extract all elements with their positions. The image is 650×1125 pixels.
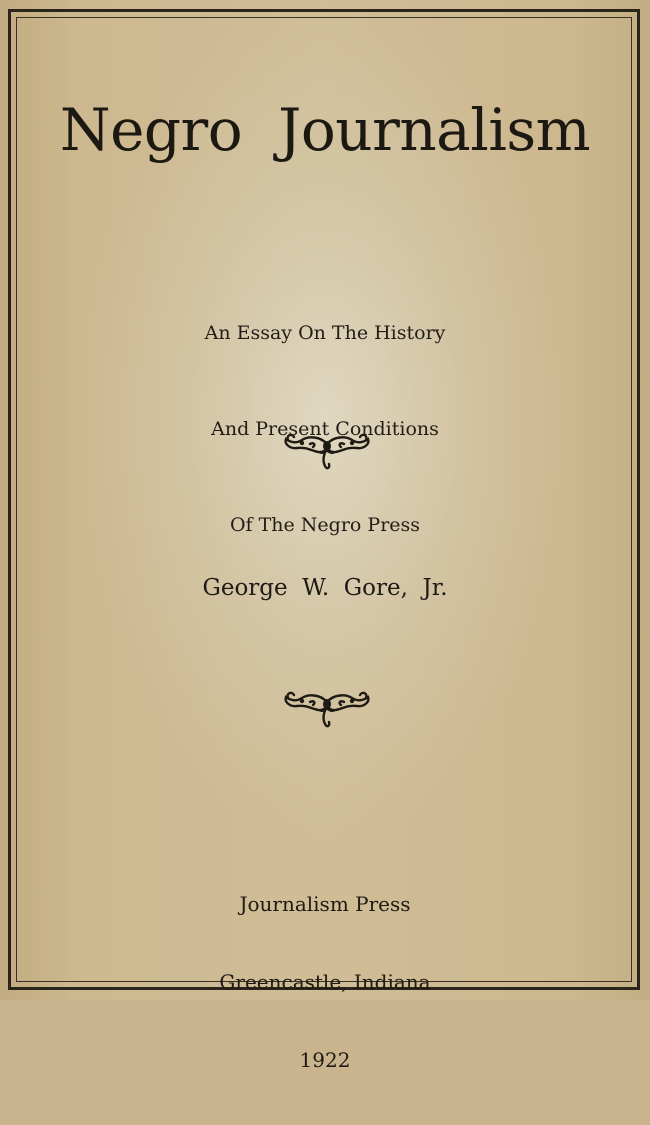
book-title: Negro Journalism	[59, 96, 591, 164]
subtitle-line: Of The Negro Press	[229, 514, 421, 536]
book-subtitle	[0, 253, 650, 605]
publisher-place: Greencastle, Indiana	[219, 970, 431, 994]
publisher-name: Journalism Press	[239, 892, 411, 916]
publication-year: 1922	[299, 1048, 351, 1072]
author-name: George W. Gore, Jr.	[202, 575, 448, 601]
scroll-ornament-icon	[280, 688, 374, 732]
publisher-block	[0, 839, 650, 1125]
subtitle-line: And Present Conditions	[211, 418, 439, 440]
subtitle-line: An Essay On The History	[204, 322, 446, 344]
scroll-ornament-icon	[280, 430, 374, 474]
